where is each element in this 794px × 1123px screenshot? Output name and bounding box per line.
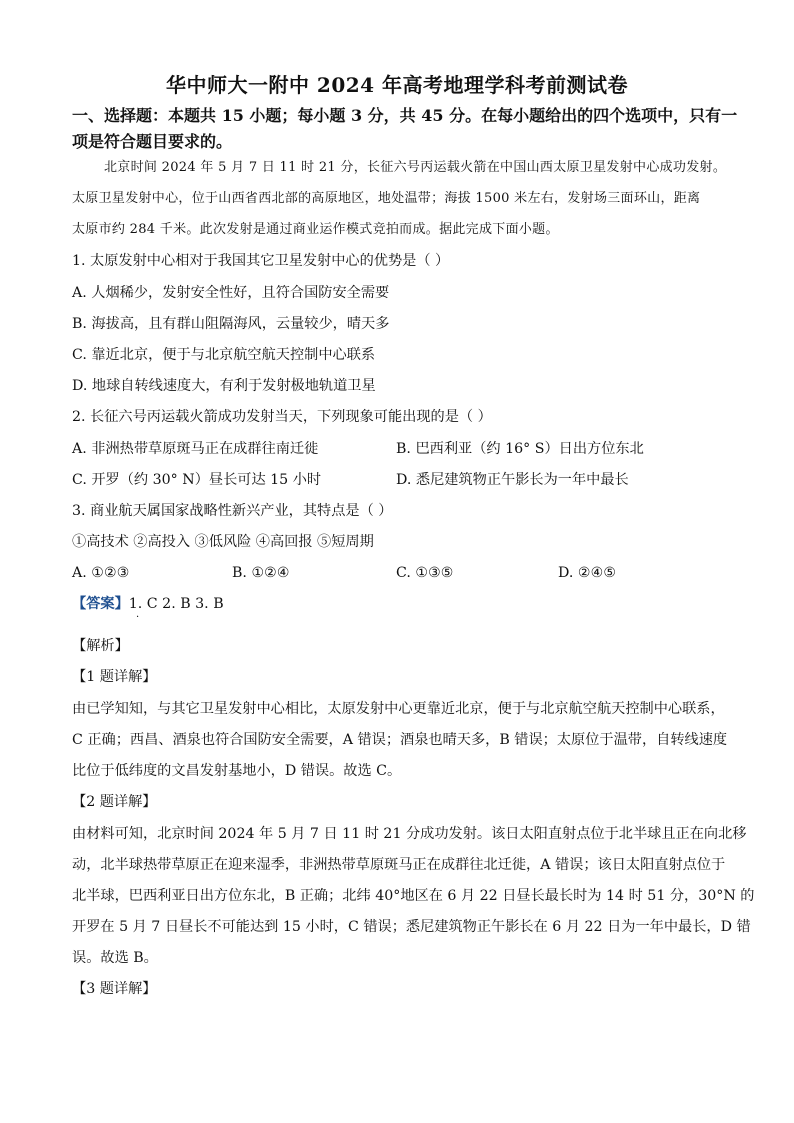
question-1-option-c: C. 靠近北京，便于与北京航空航天控制中心联系 [72,347,376,363]
dot-mark: · [136,612,140,623]
page-title: 华中师大一附中 2024 年高考地理学科考前测试卷 [165,73,629,97]
question-2-option-c: C. 开罗（约 30° N）昼长可达 15 小时 [72,472,322,488]
analysis-label: 【解析】 [72,638,129,654]
detail-2-heading: 【2 题详解】 [72,794,157,810]
question-2-option-a: A. 非洲热带草原斑马正在成群往南迁徙 [72,441,319,457]
answer-line [72,594,224,614]
material-line-2: 太原卫星发射中心，位于山西省西北部的高原地区，地处温带；海拔 1500 米左右，发射场三面环山，距离 [72,191,701,206]
question-1-option-b: B. 海拔高，且有群山阻隔海风，云量较少，晴天多 [72,316,390,332]
section-instruction-line-2: 项是符合题目要求的。 [72,132,233,151]
detail-1-line-1: 由已学知知，与其它卫星发射中心相比，太原发射中心更靠近北京，便于与北京航空航天控制中心联系， [72,701,725,717]
question-1-option-d: D. 地球自转线速度大，有利于发射极地轨道卫星 [72,378,376,394]
question-3-option-a: A. ①②③ [72,565,130,581]
answer-text: 1. C 2. B 3. B [128,596,224,612]
detail-1-heading: 【1 题详解】 [72,669,157,685]
detail-2-line-4: 开罗在 5 月 7 日昼长不可能达到 15 小时，C 错误；悉尼建筑物正午影长在 6 月 22 日为一年中最长，D 错 [72,919,751,935]
material-line-1: 北京时间 2024 年 5 月 7 日 11 时 21 分，长征六号丙运载火箭在中国山西太原卫星发射中心成功发射。 [104,160,727,175]
answer-label: 【答案】 [72,596,129,612]
question-1-stem: 1. 太原发射中心相对于我国其它卫星发射中心的优势是（ ） [72,253,450,269]
section-instruction-line-1: 一、选择题：本题共 15 小题；每小题 3 分，共 45 分。在每小题给出的四个选项中，只有一 [72,106,738,125]
question-3-option-b: B. ①②④ [232,565,290,581]
detail-2-line-2: 动，北半球热带草原正在迎来湿季，非洲热带草原斑马正在成群往北迁徙，A 错误；该日太阳直射点位于 [72,857,726,873]
question-2-option-b: B. 巴西利亚（约 16° S）日出方位东北 [396,441,644,457]
detail-1-line-3: 比位于低纬度的文昌发射基地小，D 错误。故选 C。 [72,763,402,779]
question-1-option-a: A. 人烟稀少，发射安全性好，且符合国防安全需要 [72,285,390,301]
question-3-option-d: D. ②④⑤ [558,565,617,581]
question-3-stem: 3. 商业航天属国家战略性新兴产业，其特点是（ ） [72,503,393,519]
question-3-items: ①高技术 ②高投入 ③低风险 ④高回报 ⑤短周期 [72,534,374,550]
detail-2-line-3: 北半球，巴西利亚日出方位东北，B 正确；北纬 40°地区在 6 月 22 日昼长最长时为 14 时 51 分，30°N 的 [72,888,755,904]
question-3-option-c: C. ①③⑤ [396,565,454,581]
material-line-3: 太原市约 284 千米。此次发射是通过商业运作模式竞拍而成。据此完成下面小题。 [72,222,559,237]
detail-2-line-5: 误。故选 B。 [72,950,158,966]
question-2-stem: 2. 长征六号丙运载火箭成功发射当天，下列现象可能出现的是（ ） [72,409,492,425]
detail-2-line-1: 由材料可知，北京时间 2024 年 5 月 7 日 11 时 21 分成功发射。该日太阳直射点位于北半球且正在向北移 [72,826,747,842]
detail-1-line-2: C 正确；西昌、酒泉也符合国防安全需要，A 错误；酒泉也晴天多，B 错误；太原位于温带，自转线速度 [72,732,728,748]
detail-3-heading: 【3 题详解】 [72,981,157,997]
question-2-option-d: D. 悉尼建筑物正午影长为一年中最长 [396,472,629,488]
